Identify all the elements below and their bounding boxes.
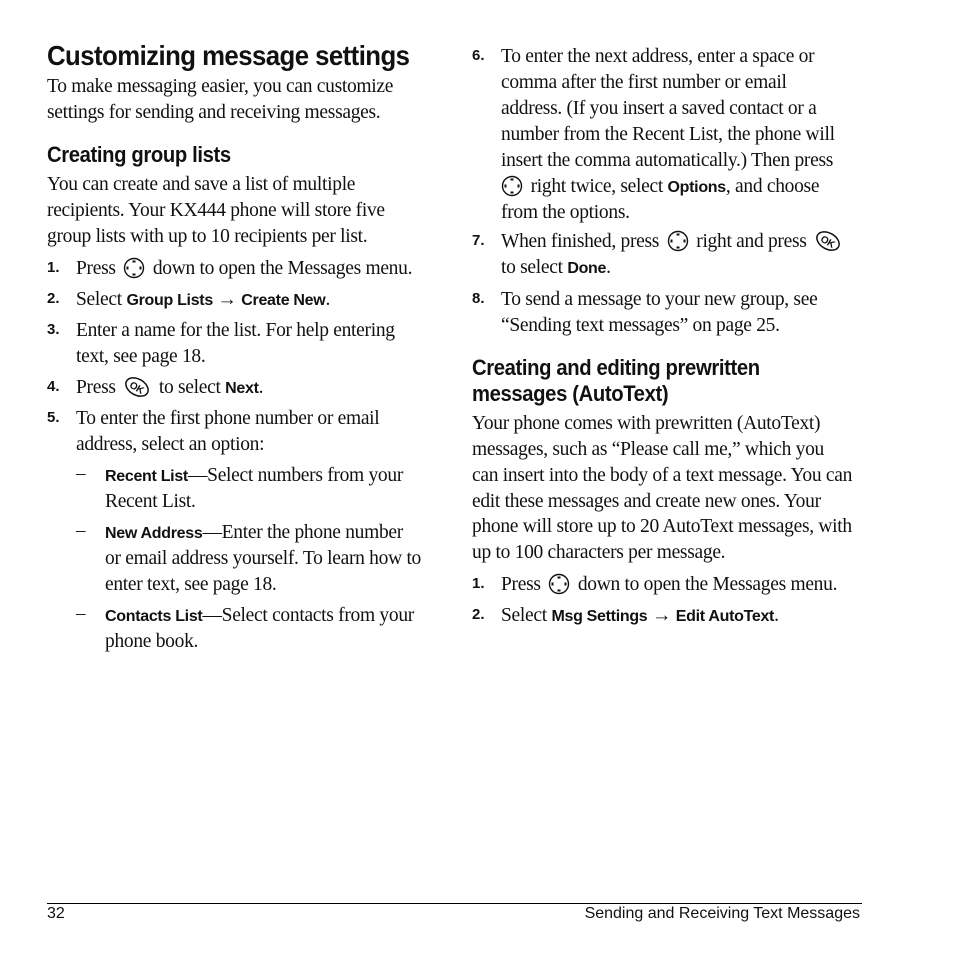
step-text: Select bbox=[76, 289, 122, 310]
option-text: or email address yourself. To learn how to bbox=[105, 548, 422, 569]
dash: – bbox=[76, 520, 86, 541]
step-number: 2. bbox=[47, 290, 60, 307]
step-number: 7. bbox=[472, 232, 485, 249]
option-text: —Select contacts from your bbox=[202, 605, 414, 626]
intro-line-1: To make messaging easier, you can customize bbox=[47, 76, 394, 97]
step-number: 1. bbox=[47, 259, 60, 276]
step-number: 6. bbox=[472, 47, 485, 64]
step-number: 2. bbox=[472, 606, 485, 623]
step-text: Press bbox=[76, 258, 116, 279]
option-label: New Address bbox=[105, 525, 203, 542]
punctuation: . bbox=[774, 605, 779, 626]
menu-item-create-new: Create New bbox=[241, 292, 326, 309]
step-text: right and press bbox=[696, 231, 807, 252]
step-number: 4. bbox=[47, 378, 60, 395]
step-number: 1. bbox=[472, 575, 485, 592]
option-label: Recent List bbox=[105, 468, 188, 485]
step-text: down to open the Messages menu. bbox=[152, 258, 413, 279]
section-heading-autotext-line-1: Creating and editing prewritten bbox=[472, 355, 760, 380]
cross-reference-link[interactable]: “Sending text messages” on page 25. bbox=[501, 315, 780, 336]
option-text: —Enter the phone number bbox=[202, 522, 403, 543]
page-title: Customizing message settings bbox=[47, 40, 410, 71]
step-number: 8. bbox=[472, 290, 485, 307]
step-text: When finished, press bbox=[501, 231, 660, 252]
step-text: , and choose bbox=[725, 176, 820, 197]
navigation-key-icon bbox=[123, 257, 145, 279]
section-heading-autotext-line-2: messages (AutoText) bbox=[472, 381, 669, 406]
group-intro-line-3: group lists with up to 10 recipients per list. bbox=[47, 226, 368, 247]
navigation-key-icon bbox=[501, 175, 523, 197]
step-text: To enter the first phone number or email bbox=[76, 408, 380, 429]
step-text: from the options. bbox=[501, 202, 630, 223]
step-text: To send a message to your new group, see bbox=[501, 289, 818, 310]
option-text: —Select numbers from your bbox=[187, 465, 404, 486]
navigation-key-icon bbox=[667, 230, 689, 252]
step-text: Press bbox=[501, 574, 541, 595]
dash: – bbox=[76, 463, 86, 484]
dash: – bbox=[76, 603, 86, 624]
step-text: to select bbox=[158, 377, 221, 398]
option-label: Contacts List bbox=[105, 608, 203, 625]
step-text: address, select an option: bbox=[76, 434, 265, 455]
group-intro-line-1: You can create and save a list of multiple bbox=[47, 174, 356, 195]
menu-item-done: Done bbox=[567, 260, 607, 277]
navigation-key-icon bbox=[548, 573, 570, 595]
step-text: right twice, select bbox=[530, 176, 663, 197]
group-intro-line-2: recipients. Your KX444 phone will store five bbox=[47, 200, 385, 221]
autotext-intro-line-3: can insert into the body of a text message. You can bbox=[472, 465, 853, 486]
section-heading-group-lists: Creating group lists bbox=[47, 142, 231, 167]
arrow-icon: → bbox=[217, 289, 237, 310]
footer-divider bbox=[47, 903, 862, 904]
step-text: to select bbox=[501, 257, 563, 278]
step-text: text, see page 18. bbox=[76, 346, 206, 367]
step-number: 5. bbox=[47, 409, 60, 426]
step-text: comma after the first number or email bbox=[501, 72, 787, 93]
step-text: address. (If you insert a saved contact or a bbox=[501, 98, 817, 119]
step-text: insert the comma automatically.) Then press bbox=[501, 150, 834, 171]
menu-item-group-lists: Group Lists bbox=[126, 292, 213, 309]
menu-item-msg-settings: Msg Settings bbox=[551, 608, 648, 625]
menu-item-edit-autotext: Edit AutoText bbox=[675, 608, 775, 625]
step-text: down to open the Messages menu. bbox=[577, 574, 838, 595]
autotext-intro-line-5: phone will store up to 20 AutoText messages, with bbox=[472, 516, 852, 537]
punctuation: . bbox=[325, 289, 331, 310]
step-text: Press bbox=[76, 377, 116, 398]
punctuation: . bbox=[606, 257, 611, 278]
punctuation: . bbox=[258, 377, 264, 398]
step-text: To enter the next address, enter a space or bbox=[501, 46, 815, 67]
step-text: Select bbox=[501, 605, 547, 626]
option-text: Recent List. bbox=[105, 491, 196, 512]
step-text: number from the Recent List, the phone will bbox=[501, 124, 835, 145]
step-text: Enter a name for the list. For help entering bbox=[76, 320, 395, 341]
step-number: 3. bbox=[47, 321, 60, 338]
arrow-icon: → bbox=[651, 605, 672, 626]
option-text: phone book. bbox=[105, 631, 199, 652]
autotext-intro-line-1: Your phone comes with prewritten (AutoText) bbox=[472, 413, 821, 434]
autotext-intro-line-4: edit these messages and create new ones. Your bbox=[472, 491, 821, 512]
chapter-title: Sending and Receiving Text Messages bbox=[584, 905, 860, 922]
menu-item-next: Next bbox=[225, 380, 259, 397]
autotext-intro-line-6: up to 100 characters per message. bbox=[472, 542, 726, 563]
intro-line-2: settings for sending and receiving messages. bbox=[47, 102, 381, 123]
page-number: 32 bbox=[47, 905, 65, 922]
menu-item-options: Options bbox=[667, 179, 726, 196]
autotext-intro-line-2: messages, such as “Please call me,” which you bbox=[472, 439, 825, 460]
ok-key-icon bbox=[123, 376, 151, 398]
ok-key-icon bbox=[814, 230, 842, 252]
option-text: enter text, see page 18. bbox=[105, 574, 277, 595]
